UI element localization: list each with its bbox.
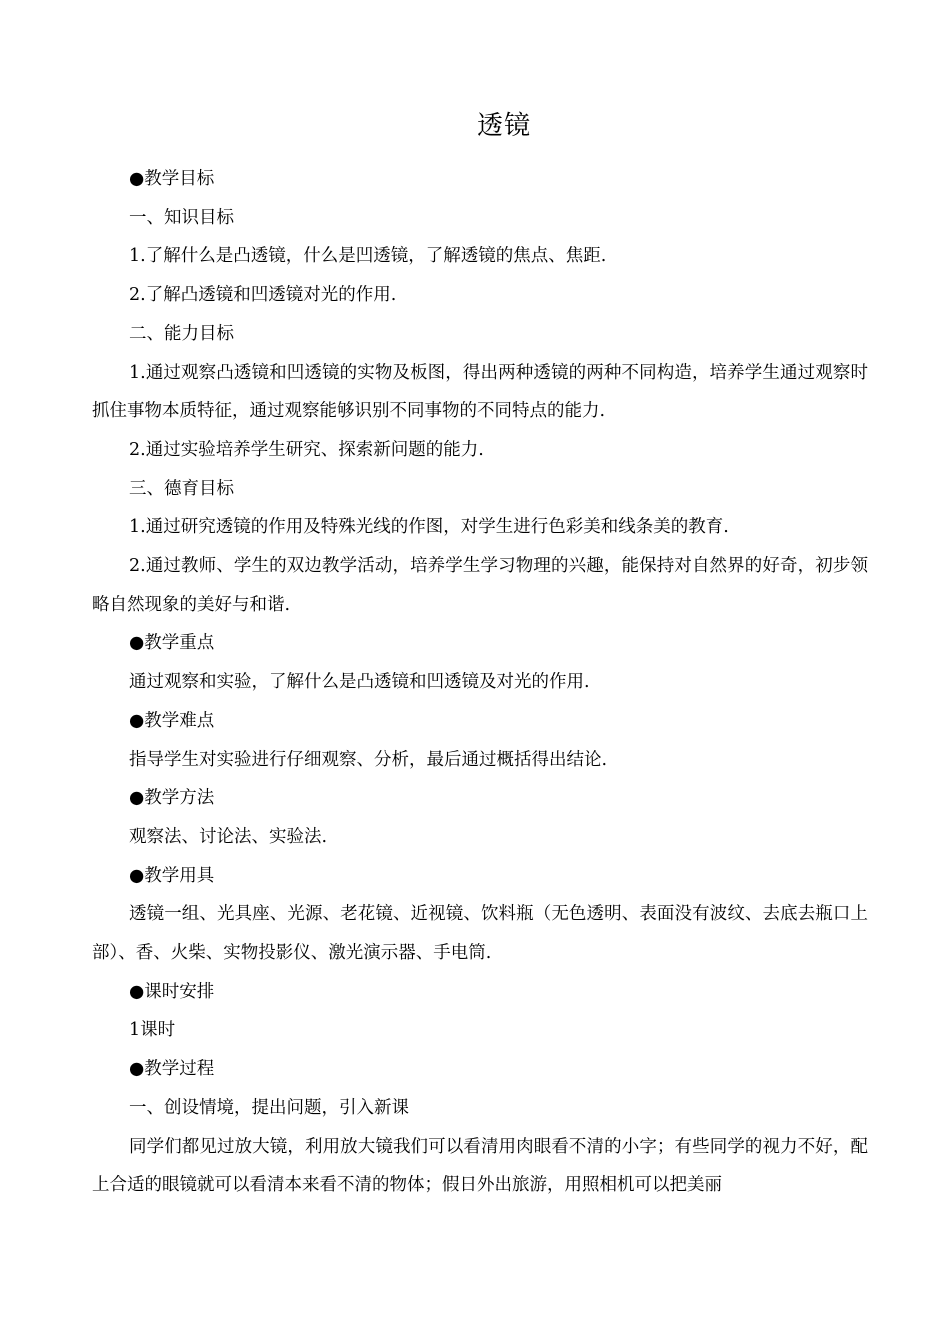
- document-body: [92, 160, 868, 1205]
- paragraph-moral-2: 2.通过教师、学生的双边教学活动，培养学生学习物理的兴趣，能保持对自然界的好奇，初步领略自然现象的美好与和谐.: [92, 556, 868, 615]
- subheading-moral: 三、德育目标: [129, 478, 234, 499]
- document-title: 透镜: [476, 111, 531, 141]
- section-heading-tools: ●教学用具: [129, 865, 215, 886]
- section-heading-key-points: ●教学重点: [129, 633, 215, 654]
- subheading-knowledge: 一、知识目标: [129, 207, 234, 228]
- section-heading-process: ●教学过程: [129, 1059, 215, 1080]
- section-heading-difficulties: ●教学难点: [129, 710, 215, 731]
- paragraph-moral-1: 1.通过研究透镜的作用及特殊光线的作图，对学生进行色彩美和线条美的教育.: [129, 517, 729, 538]
- subheading-process-1: 一、创设情境，提出问题，引入新课: [129, 1097, 409, 1118]
- section-heading-methods: ●教学方法: [129, 788, 215, 809]
- paragraph-methods: 观察法、讨论法、实验法.: [129, 826, 328, 847]
- paragraph-tools: 透镜一组、光具座、光源、老花镜、近视镜、饮料瓶（无色透明、表面没有波纹、去底去瓶口上部）、香、火柴、实物投影仪、激光演示器、手电筒.: [92, 904, 868, 964]
- paragraph-schedule: 1课时: [129, 1020, 176, 1041]
- paragraph-ability-2: 2.通过实验培养学生研究、探索新问题的能力.: [129, 439, 484, 460]
- paragraph-knowledge-2: 2.了解凸透镜和凹透镜对光的作用.: [129, 285, 397, 306]
- paragraph-knowledge-1: 1.了解什么是凸透镜，什么是凹透镜，了解透镜的焦点、焦距.: [129, 246, 607, 267]
- paragraph-ability-1: 1.通过观察凸透镜和凹透镜的实物及板图，得出两种透镜的两种不同构造，培养学生通过观察时抓住事物本质特征，通过观察能够识别不同事物的不同特点的能力.: [92, 362, 868, 422]
- paragraph-process-intro: 同学们都见过放大镜，利用放大镜我们可以看清用肉眼看不清的小字；有些同学的视力不好，配上合适的眼镜就可以看清本来看不清的物体；假日外出旅游，用照相机可以把美丽: [92, 1136, 868, 1196]
- paragraph-key-points: 通过观察和实验，了解什么是凸透镜和凹透镜及对光的作用.: [129, 672, 590, 693]
- section-heading-objectives: ●教学目标: [129, 169, 215, 189]
- section-heading-schedule: ●课时安排: [129, 981, 215, 1002]
- subheading-ability: 二、能力目标: [129, 323, 234, 344]
- paragraph-difficulties: 指导学生对实验进行仔细观察、分析，最后通过概括得出结论.: [129, 749, 608, 770]
